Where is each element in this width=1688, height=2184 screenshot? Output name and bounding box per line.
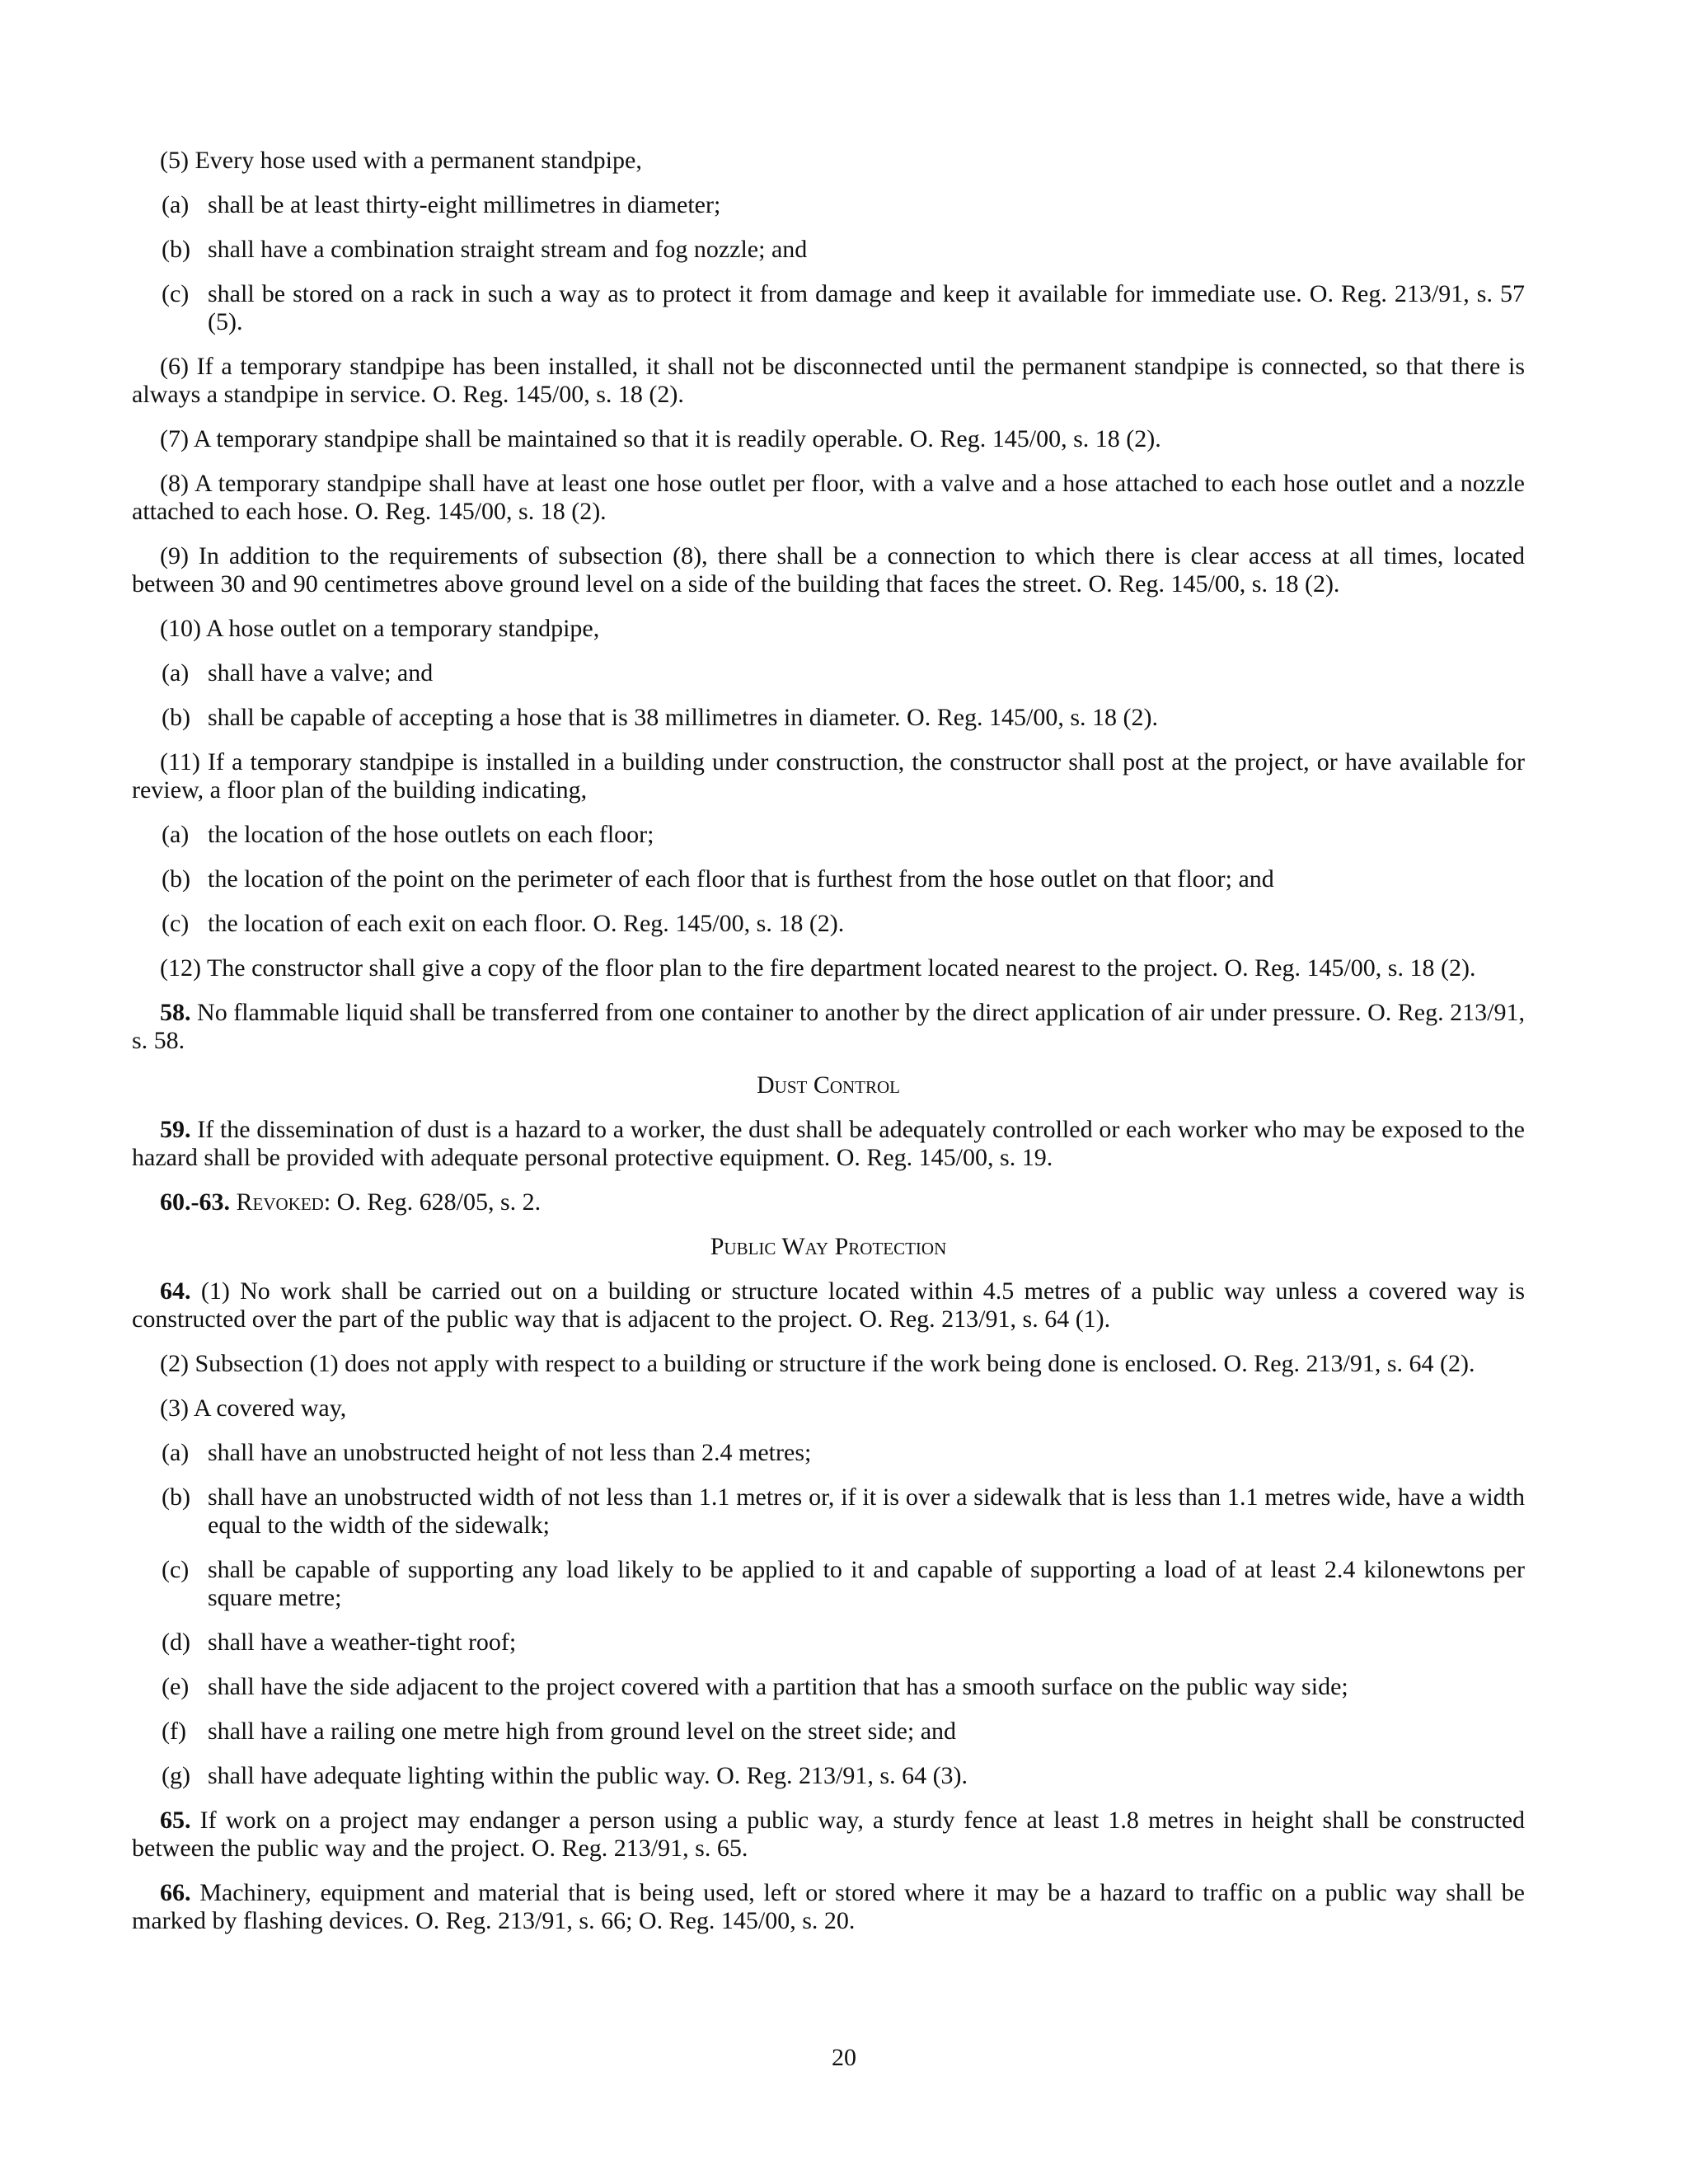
- paragraph-text: Machinery, equipment and material that is being used, left or stored where it may be a hazard to traffic on a public way shall be marked by flashing devices. O. Reg. 213/91, s. 66; O. Reg. 145/00, s. 20.: [132, 1879, 1525, 1934]
- section-number: 60.-63.: [160, 1188, 230, 1216]
- subsection-paragraph: [132, 954, 1525, 982]
- list-item: [132, 1483, 1525, 1540]
- paragraph-text: If the dissemination of dust is a hazard to a worker, the dust shall be adequately controlled or each worker who may be exposed to the hazard shall be provided with adequate personal protective equipment. O. Reg. 145/00, s. 19.: [132, 1116, 1525, 1171]
- paragraph-text: (6) If a temporary standpipe has been installed, it shall not be disconnected until the permanent standpipe is connected, so that there is always a standpipe in service. O. Reg. 145/00, s. 18 (2).: [132, 353, 1525, 408]
- subsection-paragraph: [132, 748, 1525, 804]
- paragraph-text: (12) The constructor shall give a copy of the floor plan to the fire department located nearest to the project. O. Reg. 145/00, s. 18 (2).: [160, 954, 1476, 982]
- paragraph-text: (10) A hose outlet on a temporary standpipe,: [160, 615, 600, 642]
- section-number: 66.: [160, 1879, 191, 1906]
- paragraph-text: (7) A temporary standpipe shall be maintained so that it is readily operable. O. Reg. 145/00, s. 18 (2).: [160, 425, 1161, 452]
- section-number: 64.: [160, 1277, 191, 1305]
- section-paragraph: [132, 999, 1525, 1055]
- list-item-text: shall have a valve; and: [208, 659, 434, 687]
- list-item-label: (b): [162, 236, 190, 263]
- list-item-label: (c): [162, 1556, 190, 1583]
- page-number: 20: [832, 2044, 856, 2071]
- list-item: [132, 1439, 1525, 1467]
- list-item-text: the location of the point on the perimeter of each floor that is furthest from the hose outlet on that floor; and: [208, 865, 1274, 893]
- list-item-label: (f): [162, 1718, 186, 1745]
- list-item-label: (a): [162, 659, 190, 687]
- paragraph-text: (8) A temporary standpipe shall have at least one hose outlet per floor, with a valve and a hose attached to each hose outlet and a nozzle attached to each hose. O. Reg. 145/00, s. 18 (2).: [132, 470, 1525, 525]
- list-item-text: the location of the hose outlets on each floor;: [208, 821, 654, 848]
- subsection-paragraph: [132, 542, 1525, 598]
- section-paragraph: [132, 1807, 1525, 1863]
- list-item-label: (d): [162, 1629, 190, 1656]
- list-item-label: (a): [162, 821, 190, 848]
- paragraph-text: No flammable liquid shall be transferred from one container to another by the direct application of air under pressure. O. Reg. 213/91, s. 58.: [132, 999, 1525, 1054]
- list-item-text: shall have a railing one metre high from ground level on the street side; and: [208, 1718, 957, 1745]
- section-paragraph: [132, 1879, 1525, 1935]
- subsection-paragraph: [132, 1394, 1525, 1422]
- paragraph-text: (2) Subsection (1) does not apply with respect to a building or structure if the work being done is enclosed. O. Reg. 213/91, s. 64 (2).: [160, 1350, 1475, 1377]
- list-item-label: (c): [162, 910, 190, 937]
- subsection-paragraph: [132, 147, 1525, 175]
- list-item-text: shall have adequate lighting within the public way. O. Reg. 213/91, s. 64 (3).: [208, 1762, 968, 1789]
- subsection-paragraph: [132, 425, 1525, 453]
- section-number: 58.: [160, 999, 191, 1026]
- paragraph-text: (9) In addition to the requirements of subsection (8), there shall be a connection to which there is clear access at all times, located between 30 and 90 centimetres above ground level on a side of the building that faces the street. O. Reg. 145/00, s. 18 (2).: [132, 542, 1525, 598]
- subsection-paragraph: [132, 470, 1525, 526]
- list-item-text: shall have the side adjacent to the project covered with a partition that has a smooth surface on the public way side;: [208, 1673, 1348, 1700]
- section-heading: Dust Control: [756, 1071, 900, 1099]
- list-item: [132, 865, 1525, 893]
- document-page: [132, 147, 1525, 1952]
- revoked-label: Revoked:: [236, 1188, 331, 1216]
- subsection-paragraph: [132, 615, 1525, 643]
- list-item-text: shall be capable of accepting a hose that is 38 millimetres in diameter. O. Reg. 145/00, s. 18 (2).: [208, 704, 1159, 731]
- list-item: [132, 704, 1525, 732]
- list-item: [132, 1629, 1525, 1657]
- section-heading: Public Way Protection: [710, 1233, 947, 1260]
- list-item: [132, 1762, 1525, 1790]
- paragraph-text: (11) If a temporary standpipe is installed in a building under construction, the constructor shall post at the project, or have available for review, a floor plan of the building indicating,: [132, 748, 1525, 804]
- paragraph-text: (1) No work shall be carried out on a building or structure located within 4.5 metres of a public way unless a covered way is constructed over the part of the public way that is adjacent to the project. O. Reg. 213/91, s. 64 (1).: [132, 1277, 1526, 1333]
- section-paragraph: [132, 1188, 1525, 1216]
- list-item: [132, 910, 1525, 938]
- list-item: [132, 1673, 1525, 1701]
- list-item-label: (e): [162, 1673, 190, 1700]
- paragraph-text: (3) A covered way,: [160, 1394, 347, 1422]
- list-item-text: shall have a combination straight stream and fog nozzle; and: [208, 236, 808, 263]
- list-item: [132, 280, 1525, 336]
- subsection-paragraph: [132, 1350, 1525, 1378]
- list-item-text: shall have a weather-tight roof;: [208, 1629, 517, 1656]
- paragraph-text: (5) Every hose used with a permanent standpipe,: [160, 147, 642, 174]
- list-item: [132, 191, 1525, 219]
- list-item-text: shall be stored on a rack in such a way as to protect it from damage and keep it available for immediate use. O. Reg. 213/91, s. 57 (5).: [208, 280, 1525, 335]
- list-item: [132, 659, 1525, 687]
- paragraph-text: If work on a project may endanger a person using a public way, a sturdy fence at least 1.8 metres in height shall be constructed between the public way and the project. O. Reg. 213/91, s. 65.: [132, 1807, 1526, 1862]
- list-item-label: (b): [162, 704, 190, 731]
- list-item-label: (g): [162, 1762, 190, 1789]
- list-item-text: shall be capable of supporting any load likely to be applied to it and capable of supporting a load of at least 2.4 kilonewtons per square metre;: [208, 1556, 1525, 1611]
- section-paragraph: [132, 1277, 1525, 1333]
- list-item: [132, 236, 1525, 264]
- list-item-text: shall have an unobstructed height of not less than 2.4 metres;: [208, 1439, 812, 1466]
- section-number: 65.: [160, 1807, 191, 1834]
- list-item-label: (a): [162, 191, 190, 218]
- list-item-text: shall have an unobstructed width of not less than 1.1 metres or, if it is over a sidewalk that is less than 1.1 metres wide, have a width equal to the width of the sidewalk;: [208, 1483, 1525, 1539]
- paragraph-text: O. Reg. 628/05, s. 2.: [336, 1188, 542, 1216]
- list-item: [132, 821, 1525, 849]
- list-item-label: (a): [162, 1439, 190, 1466]
- section-paragraph: [132, 1116, 1525, 1172]
- list-item-text: shall be at least thirty-eight millimetres in diameter;: [208, 191, 721, 218]
- list-item: [132, 1556, 1525, 1612]
- section-number: 59.: [160, 1116, 191, 1143]
- list-item-text: the location of each exit on each floor. O. Reg. 145/00, s. 18 (2).: [208, 910, 845, 937]
- list-item: [132, 1718, 1525, 1746]
- list-item-label: (b): [162, 865, 190, 893]
- list-item-label: (c): [162, 280, 190, 307]
- list-item-label: (b): [162, 1483, 190, 1511]
- subsection-paragraph: [132, 353, 1525, 409]
